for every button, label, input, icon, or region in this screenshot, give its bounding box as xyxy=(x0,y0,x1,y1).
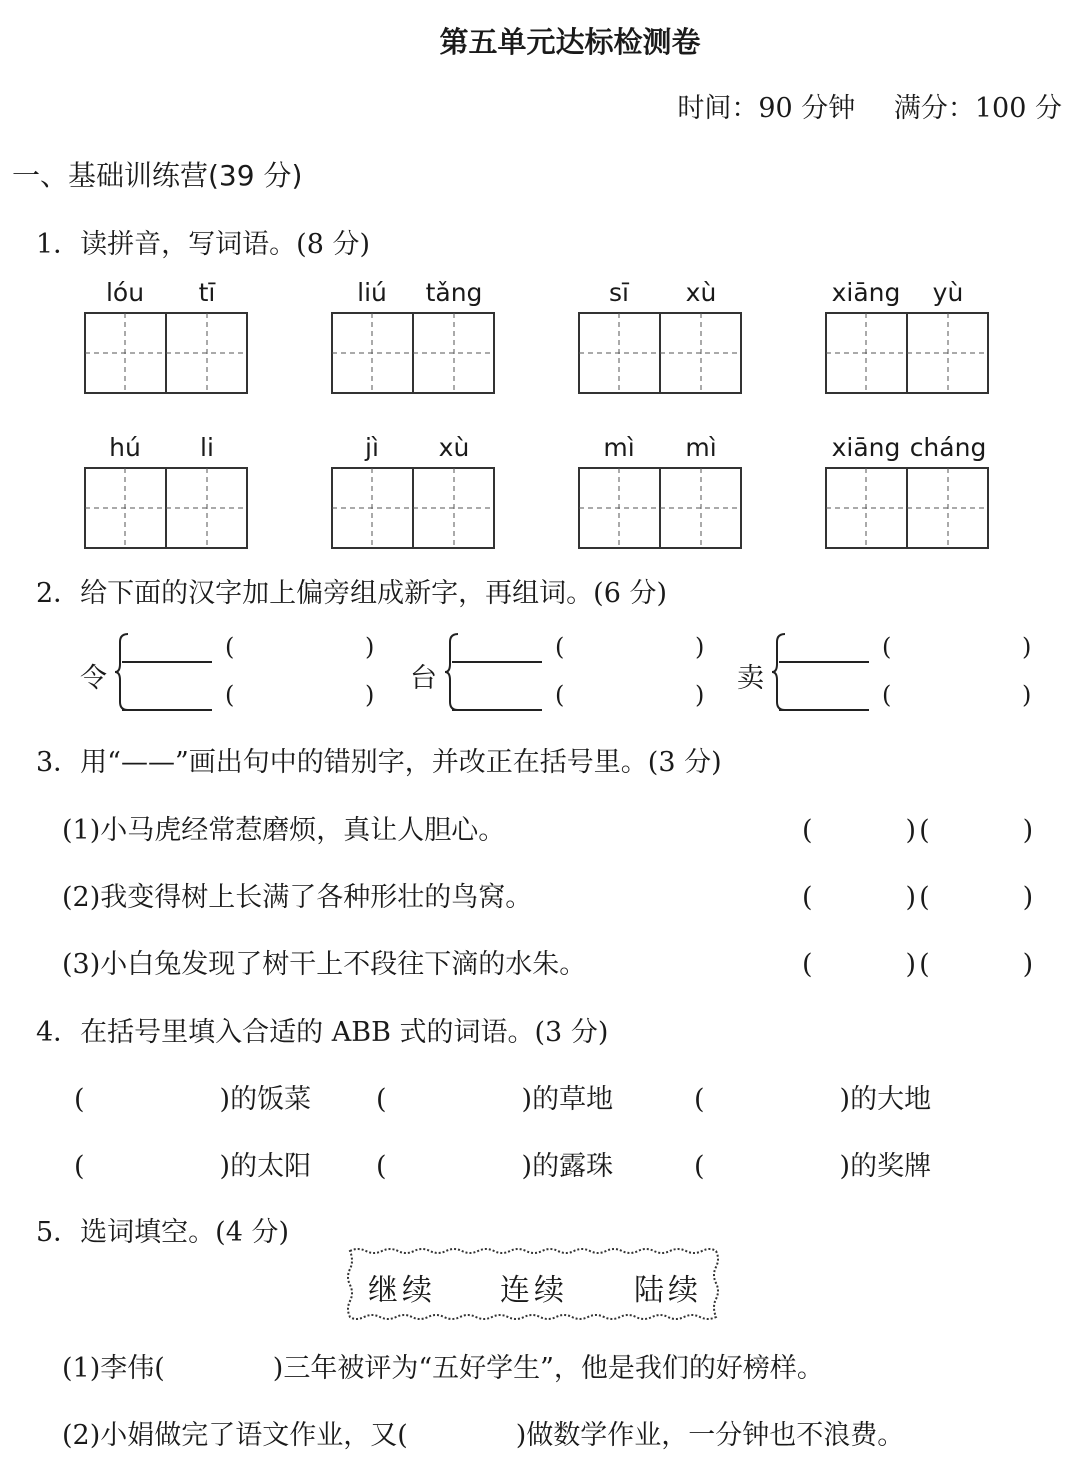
q5-item-1: (1)李伟( )三年被评为“五好学生”，他是我们的好榜样。 xyxy=(62,1353,824,1384)
pinyin-item xyxy=(825,278,989,398)
pinyin-item xyxy=(84,278,248,398)
question-3-label: 3．用“——”画出句中的错别字，并改正在括号里。(3 分) xyxy=(36,747,722,778)
q3-answer-2[interactable]: ( )( ) xyxy=(802,882,1037,913)
pinyin-syllable: xù xyxy=(685,278,717,307)
q4-blank-1[interactable]: ( )的饭菜 xyxy=(74,1084,312,1115)
writing-grid[interactable] xyxy=(84,312,248,394)
exam-meta xyxy=(677,86,1062,125)
word-option-2: 连续 xyxy=(500,1273,568,1308)
pinyin-item xyxy=(578,278,742,398)
pinyin-syllable: sī xyxy=(609,278,629,307)
writing-grid[interactable] xyxy=(578,312,742,394)
pinyin-syllable: cháng xyxy=(909,433,987,462)
pinyin-syllable: lóu xyxy=(105,278,145,307)
pinyin-item xyxy=(825,433,989,553)
q4-blank-5[interactable]: ( )的露珠 xyxy=(376,1151,614,1182)
writing-grid[interactable] xyxy=(825,312,989,394)
paren-close: ) xyxy=(365,681,375,709)
word-option-3: 陆续 xyxy=(634,1273,702,1308)
pinyin-syllable: xù xyxy=(438,433,470,462)
pinyin-syllable: li xyxy=(200,433,214,462)
writing-grid[interactable] xyxy=(84,467,248,549)
q3-item-1: (1)小马虎经常惹磨烦，真让人胆心。 xyxy=(62,815,506,846)
base-character: 卖 xyxy=(737,663,764,694)
writing-grid[interactable] xyxy=(331,312,495,394)
question-5-label: 5．选词填空。(4 分) xyxy=(36,1217,290,1248)
paren-open[interactable]: ( xyxy=(882,633,892,661)
paren-close: ) xyxy=(365,633,375,661)
question-1-label: 1．读拼音，写词语。(8 分) xyxy=(36,229,371,260)
writing-grid[interactable] xyxy=(825,467,989,549)
paren-close: ) xyxy=(695,633,705,661)
brace-lines[interactable] xyxy=(114,630,224,714)
writing-grid[interactable] xyxy=(578,467,742,549)
question-4-label: 4．在括号里填入合适的 ABB 式的词语。(3 分) xyxy=(36,1017,609,1048)
pinyin-syllable: mì xyxy=(603,433,635,462)
base-character: 令 xyxy=(80,663,107,694)
pinyin-syllable: hú xyxy=(109,433,141,462)
section-heading: 一、基础训练营(39 分) xyxy=(12,159,303,192)
pinyin-item xyxy=(84,433,248,553)
q3-item-2: (2)我变得树上长满了各种形壮的鸟窝。 xyxy=(62,882,533,913)
pinyin-syllable: xiāng xyxy=(831,278,901,307)
q3-answer-3[interactable]: ( )( ) xyxy=(802,949,1037,980)
paren-open[interactable]: ( xyxy=(555,633,565,661)
paren-open[interactable]: ( xyxy=(225,633,235,661)
q4-blank-3[interactable]: ( )的大地 xyxy=(694,1084,932,1115)
word-choice-box xyxy=(344,1245,722,1323)
paren-close: ) xyxy=(1022,681,1032,709)
time-limit: 时间：90 分钟 xyxy=(677,93,856,124)
pinyin-item xyxy=(331,278,495,398)
paren-open[interactable]: ( xyxy=(882,681,892,709)
paren-close: ) xyxy=(695,681,705,709)
q4-blank-4[interactable]: ( )的太阳 xyxy=(74,1151,312,1182)
pinyin-item xyxy=(578,433,742,553)
pinyin-syllable: jì xyxy=(365,433,379,462)
full-score: 满分：100 分 xyxy=(893,93,1062,124)
word-option-1: 继续 xyxy=(368,1273,436,1308)
pinyin-syllable: tǎng xyxy=(425,278,483,307)
base-character: 台 xyxy=(410,663,437,694)
page-title: 第五单元达标检测卷 xyxy=(439,25,701,59)
pinyin-syllable: liú xyxy=(357,278,387,307)
q3-item-3: (3)小白兔发现了树干上不段往下滴的水朱。 xyxy=(62,949,587,980)
q3-answer-1[interactable]: ( )( ) xyxy=(802,815,1037,846)
question-2-label: 2．给下面的汉字加上偏旁组成新字，再组词。(6 分) xyxy=(36,578,668,609)
pinyin-syllable: mì xyxy=(685,433,717,462)
pinyin-syllable: yù xyxy=(932,278,964,307)
pinyin-syllable: xiāng xyxy=(831,433,901,462)
q4-blank-2[interactable]: ( )的草地 xyxy=(376,1084,614,1115)
paren-open[interactable]: ( xyxy=(555,681,565,709)
pinyin-item xyxy=(331,433,495,553)
q4-blank-6[interactable]: ( )的奖牌 xyxy=(694,1151,932,1182)
brace-lines[interactable] xyxy=(444,630,554,714)
paren-close: ) xyxy=(1022,633,1032,661)
paren-open[interactable]: ( xyxy=(225,681,235,709)
writing-grid[interactable] xyxy=(331,467,495,549)
q5-item-2: (2)小娟做完了语文作业，又( )做数学作业，一分钟也不浪费。 xyxy=(62,1420,905,1451)
pinyin-syllable: tī xyxy=(198,278,216,307)
brace-lines[interactable] xyxy=(771,630,881,714)
